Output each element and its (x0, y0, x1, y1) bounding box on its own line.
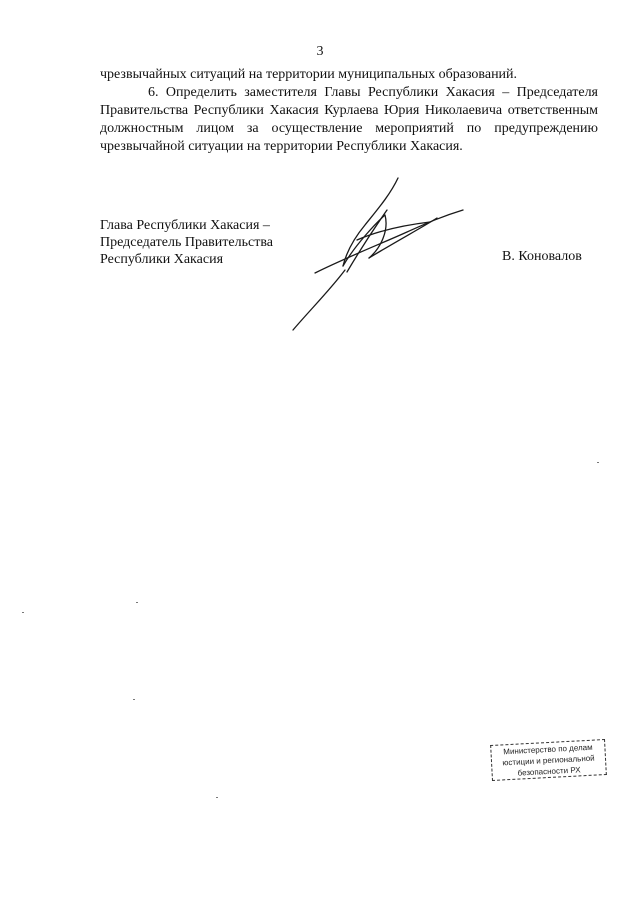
scan-speck (597, 462, 599, 463)
body-text (100, 66, 598, 156)
page-number: 3 (316, 44, 324, 59)
signatory-name: В. Коновалов (502, 249, 582, 264)
registration-stamp (490, 739, 607, 781)
stamp-line: безопасности РХ (517, 765, 581, 778)
scan-speck (216, 797, 218, 798)
stamp-line: Министерство по делам (503, 742, 593, 757)
stamp-line: юстиции и региональной (502, 753, 595, 768)
signature-title-line: Республики Хакасия (100, 252, 224, 267)
signature-title-line: Глава Республики Хакасия – (100, 218, 270, 233)
signature-title-block (100, 217, 273, 268)
scan-speck (22, 612, 24, 613)
scan-speck (136, 602, 138, 603)
paragraph-continuation: чрезвычайных ситуаций на территории муниципальных образований. (100, 67, 518, 82)
paragraph-item-6: 6. Определить заместителя Главы Республики Хакасия – Председателя Правительства Республики Хакасия Курлаева Юрия Николаевича ответственным должностным лицом за осуществление мероприятий по предупреждению чрезвычайной ситуации на территории Республики Хакасия. (100, 85, 598, 154)
handwritten-signature (285, 170, 475, 335)
signature-title-line: Председатель Правительства (100, 235, 273, 250)
scan-speck (133, 699, 135, 700)
